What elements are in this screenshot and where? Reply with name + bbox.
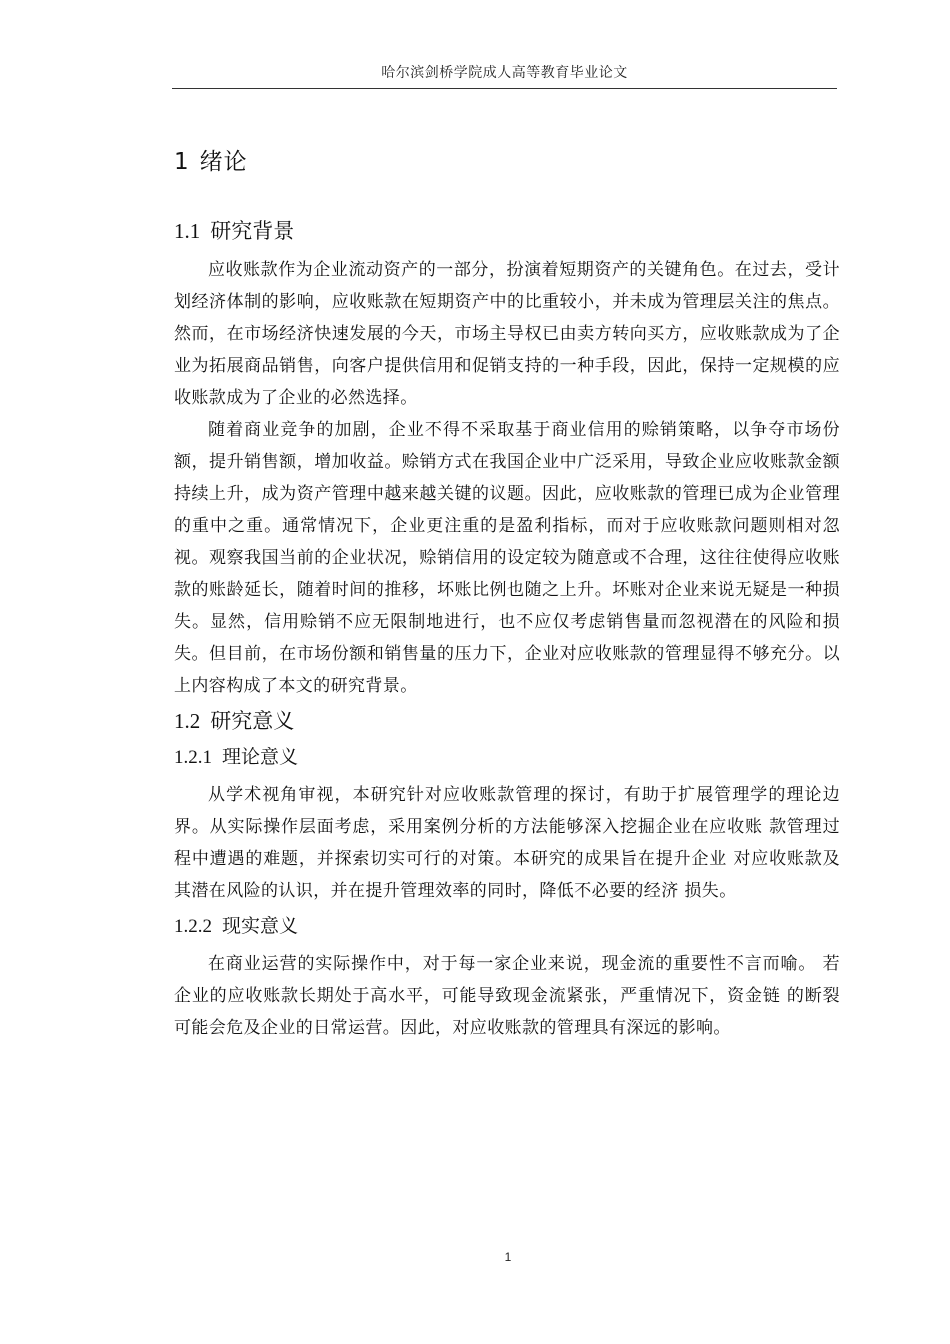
paragraph: 在商业运营的实际操作中，对于每一家企业来说，现金流的重要性不言而喻。 若企业的应收账款长期处于高水平，可能导致现金流紧张，严重情况下，资金链 的断裂可能会危及企业的日常运营。因此，对应收账款的管理具有深远的影响。 bbox=[174, 954, 840, 1038]
section-number: 1.2 bbox=[174, 709, 201, 733]
section-number: 1.1 bbox=[174, 219, 201, 243]
subsection-heading-1-2-1 bbox=[174, 742, 840, 773]
chapter-title: 绪论 bbox=[199, 149, 248, 175]
paragraph: 从学术视角审视，本研究针对应收账款管理的探讨，有助于扩展管理学的理论边界。从实际操作层面考虑，采用案例分析的方法能够深入挖掘企业在应收账 款管理过程中遭遇的难题，并探索切实可行的对策。本研究的成果旨在提升企业 对应收账款及其潜在风险的认识，并在提升管理效率的同时，降低不必要的经济 损失。 bbox=[174, 785, 840, 901]
header-rule bbox=[172, 88, 837, 89]
running-header: 哈尔滨剑桥学院成人高等教育毕业论文 bbox=[381, 65, 628, 81]
subsection-title: 理论意义 bbox=[222, 746, 299, 768]
subsection-number: 1.2.2 bbox=[174, 916, 212, 937]
paragraph: 随着商业竞争的加剧，企业不得不采取基于商业信用的赊销策略，以争夺市场份额，提升销售额，增加收益。赊销方式在我国企业中广泛采用，导致企业应收账款金额持续上升，成为资产管理中越来越关键的议题。因此，应收账款的管理已成为企业管理的重中之重。通常情况下，企业更注重的是盈利指标，而对于应收账款问题则相对忽视。观察我国当前的企业状况，赊销信用的设定较为随意或不合理，这往往使得应收账款的账龄延长，随着时间的推移，坏账比例也随之上升。坏账对企业来说无疑是一种损失。显然，信用赊销不应无限制地进行，也不应仅考虑销售量而忽视潜在的风险和损失。但目前，在市场份额和销售量的压力下，企业对应收账款的管理显得不够充分。以上内容构成了本文的研究背景。 bbox=[174, 420, 840, 696]
subsection-number: 1.2.1 bbox=[174, 747, 212, 768]
chapter-number: 1 bbox=[174, 149, 190, 175]
subsection-heading-1-2-2 bbox=[174, 911, 840, 942]
page-content bbox=[174, 140, 840, 1044]
section-title: 研究意义 bbox=[210, 709, 295, 733]
page-number: 1 bbox=[504, 1250, 512, 1264]
section-title: 研究背景 bbox=[210, 219, 295, 243]
section-heading-1-2 bbox=[174, 704, 840, 738]
paragraph: 应收账款作为企业流动资产的一部分，扮演着短期资产的关键角色。在过去，受计划经济体制的影响，应收账款在短期资产中的比重较小，并未成为管理层关注的焦点。然而，在市场经济快速发展的今天，市场主导权已由卖方转向买方，应收账款成为了企业为拓展商品销售，向客户提供信用和促销支持的一种手段，因此，保持一定规模的应收账款成为了企业的必然选择。 bbox=[174, 260, 840, 408]
subsection-title: 现实意义 bbox=[222, 915, 299, 937]
chapter-heading bbox=[174, 140, 840, 184]
section-heading-1-1 bbox=[174, 214, 840, 248]
